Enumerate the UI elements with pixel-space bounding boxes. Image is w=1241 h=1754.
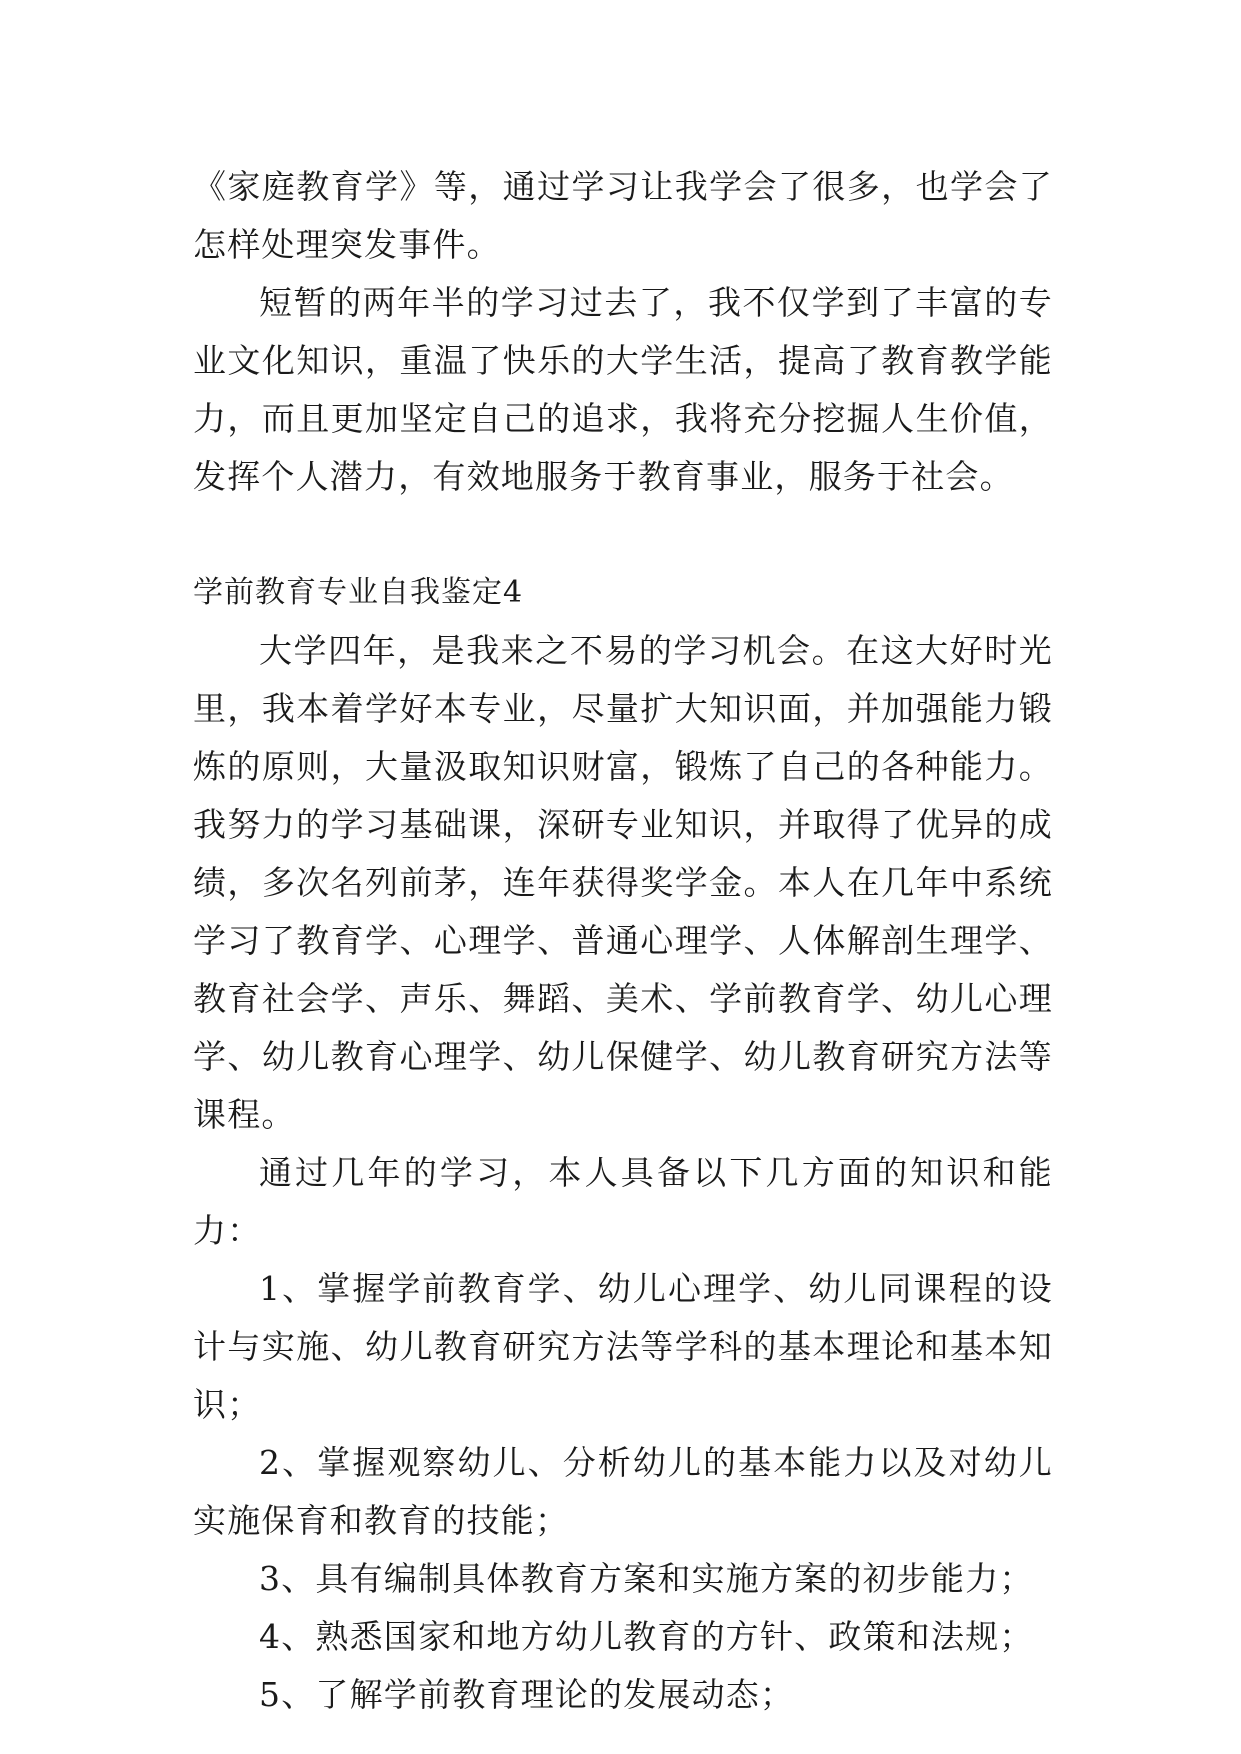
list-item: 3、具有编制具体教育方案和实施方案的初步能力； [259, 1559, 1034, 1598]
list-item: 1、掌握学前教育学、幼儿心理学、幼儿同课程的设计与实施、幼儿教育研究方法等学科的基本理论和基本知识； [193, 1269, 1053, 1424]
list-item: 5、了解学前教育理论的发展动态； [259, 1675, 795, 1714]
section-heading: 学前教育专业自我鉴定4 [193, 575, 524, 610]
paragraph-summary: 短暂的两年半的学习过去了，我不仅学到了丰富的专业文化知识，重温了快乐的大学生活，提高了教育教学能力，而且更加坚定自己的追求，我将充分挖掘人生价值，发挥个人潜力，有效地服务于教育事业，服务于社会。 [193, 283, 1053, 496]
paragraph-intro: 大学四年，是我来之不易的学习机会。在这大好时光里，我本着学好本专业，尽量扩大知识面，并加强能力锻炼的原则，大量汲取知识财富，锻炼了自己的各种能力。我努力的学习基础课，深研专业知识，并取得了优异的成绩，多次名列前茅，连年获得奖学金。本人在几年中系统学习了教育学、心理学、普通心理学、人体解剖生理学、教育社会学、声乐、舞蹈、美术、学前教育学、幼儿心理学、幼儿教育心理学、幼儿保健学、幼儿教育研究方法等课程。 [193, 631, 1053, 1134]
paragraph-continued: 《家庭教育学》等，通过学习让我学会了很多，也学会了怎样处理突发事件。 [193, 167, 1053, 264]
list-item: 2、掌握观察幼儿、分析幼儿的基本能力以及对幼儿实施保育和教育的技能； [193, 1443, 1053, 1540]
document-body [193, 158, 1053, 1724]
paragraph-abilities-lead: 通过几年的学习，本人具备以下几方面的知识和能力： [193, 1153, 1053, 1250]
list-item: 4、熟悉国家和地方幼儿教育的方针、政策和法规； [259, 1617, 1034, 1656]
